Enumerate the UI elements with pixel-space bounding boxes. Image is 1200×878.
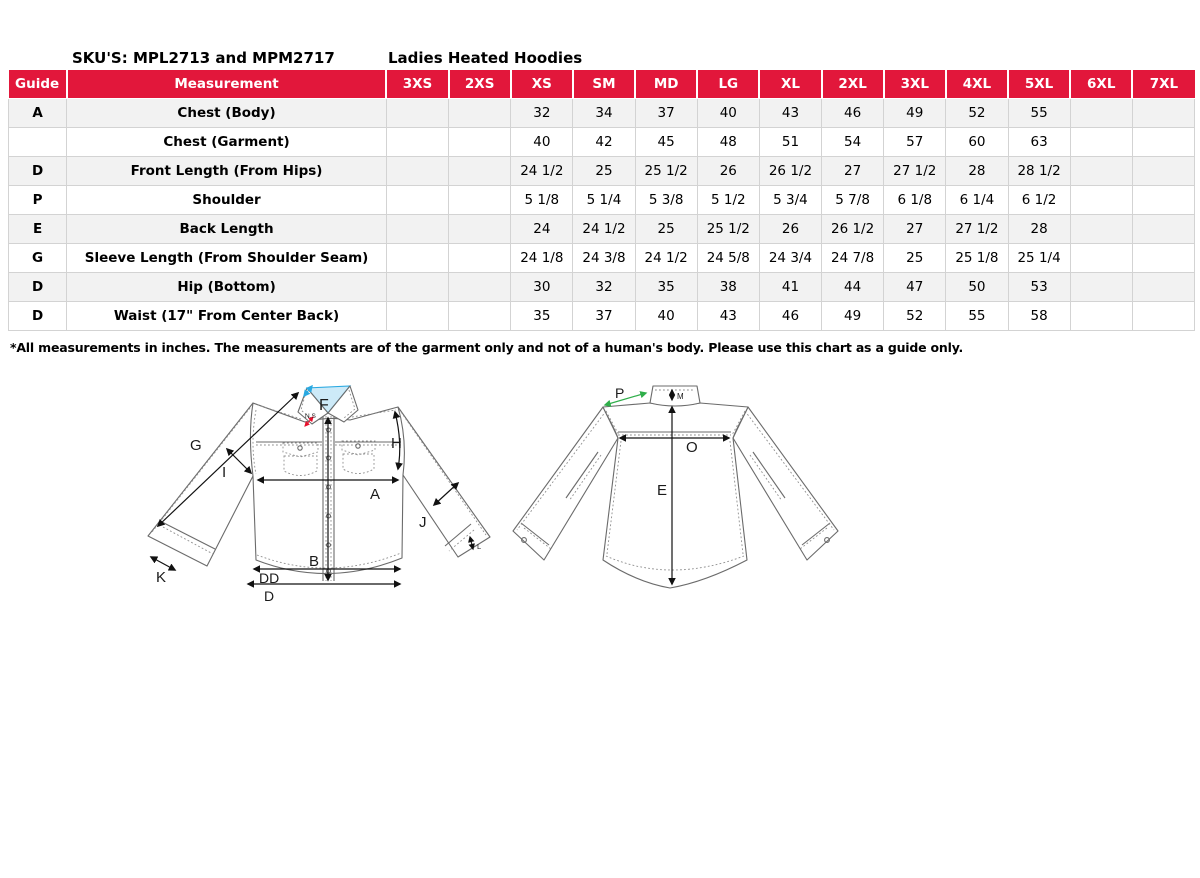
label-L: L [477, 542, 482, 551]
value-cell: 26 [697, 157, 759, 186]
label-P: P [615, 385, 625, 401]
header-cell: 7XL [1132, 70, 1194, 99]
value-cell: 24 [511, 215, 573, 244]
measurement-cell: Shoulder [67, 186, 387, 215]
value-cell: 47 [884, 273, 946, 302]
value-cell: 26 1/2 [759, 157, 821, 186]
value-cell: 60 [946, 128, 1008, 157]
value-cell: 63 [1008, 128, 1070, 157]
label-J: J [419, 514, 427, 531]
value-cell [1132, 244, 1194, 273]
value-cell: 45 [635, 128, 697, 157]
value-cell [449, 302, 511, 331]
size-chart-header-row [9, 70, 1195, 99]
value-cell: 40 [635, 302, 697, 331]
shoulder-arrow-P [605, 393, 646, 405]
value-cell: 5 7/8 [822, 186, 884, 215]
table-row [9, 273, 1195, 302]
guide-cell: P [9, 186, 67, 215]
measurement-cell: Sleeve Length (From Shoulder Seam) [67, 244, 387, 273]
value-cell: 43 [697, 302, 759, 331]
front-right-sleeve [398, 407, 490, 557]
value-cell: 35 [635, 273, 697, 302]
label-I: I [222, 464, 227, 481]
value-cell: 37 [635, 99, 697, 128]
value-cell: 49 [822, 302, 884, 331]
value-cell: 44 [822, 273, 884, 302]
value-cell: 5 1/2 [697, 186, 759, 215]
value-cell: 51 [759, 128, 821, 157]
value-cell [1132, 186, 1194, 215]
value-cell: 5 1/4 [573, 186, 635, 215]
header-cell: 3XL [884, 70, 946, 99]
header-cell: Guide [9, 70, 67, 99]
value-cell: 25 [573, 157, 635, 186]
header-cell: Measurement [67, 70, 387, 99]
value-cell: 52 [884, 302, 946, 331]
value-cell: 35 [511, 302, 573, 331]
value-cell: 32 [573, 273, 635, 302]
value-cell: 25 1/8 [946, 244, 1008, 273]
header-cell: 2XL [822, 70, 884, 99]
value-cell: 25 [884, 244, 946, 273]
value-cell [386, 215, 448, 244]
measurement-cell: Hip (Bottom) [67, 273, 387, 302]
value-cell [386, 302, 448, 331]
value-cell: 41 [759, 273, 821, 302]
table-row [9, 302, 1195, 331]
header-cell: MD [635, 70, 697, 99]
value-cell: 24 5/8 [697, 244, 759, 273]
value-cell: 28 1/2 [1008, 157, 1070, 186]
value-cell: 25 1/2 [697, 215, 759, 244]
guide-cell: D [9, 302, 67, 331]
value-cell [449, 157, 511, 186]
guide-cell: D [9, 273, 67, 302]
value-cell [1132, 128, 1194, 157]
value-cell [1070, 128, 1132, 157]
measurement-cell: Back Length [67, 215, 387, 244]
value-cell: 28 [1008, 215, 1070, 244]
label-DD: DD [259, 570, 280, 586]
value-cell: 50 [946, 273, 1008, 302]
value-cell: 40 [697, 99, 759, 128]
value-cell: 57 [884, 128, 946, 157]
back-right-sleeve [733, 407, 838, 560]
value-cell: 24 1/2 [573, 215, 635, 244]
front-view-drawing [148, 386, 490, 604]
value-cell [1070, 99, 1132, 128]
value-cell: 27 [884, 215, 946, 244]
label-A: A [370, 486, 381, 503]
header-cell: XL [759, 70, 821, 99]
value-cell: 27 [822, 157, 884, 186]
value-cell [386, 99, 448, 128]
value-cell: 24 1/8 [511, 244, 573, 273]
table-row [9, 157, 1195, 186]
value-cell: 55 [1008, 99, 1070, 128]
guide-cell: E [9, 215, 67, 244]
header-cell: 4XL [946, 70, 1008, 99]
value-cell: 5 1/8 [511, 186, 573, 215]
label-G: G [190, 437, 202, 454]
value-cell: 26 1/2 [822, 215, 884, 244]
value-cell [449, 244, 511, 273]
size-chart-table [8, 70, 1195, 331]
value-cell: 46 [822, 99, 884, 128]
label-E: E [657, 482, 668, 499]
value-cell [1132, 302, 1194, 331]
header-cell: 3XS [386, 70, 448, 99]
value-cell [1132, 157, 1194, 186]
value-cell: 24 3/8 [573, 244, 635, 273]
value-cell: 6 1/4 [946, 186, 1008, 215]
label-B: B [309, 553, 320, 570]
value-cell [1132, 273, 1194, 302]
back-left-sleeve [513, 407, 618, 560]
value-cell [449, 273, 511, 302]
value-cell: 27 1/2 [884, 157, 946, 186]
value-cell: 6 1/8 [884, 186, 946, 215]
label-M: M [677, 392, 684, 401]
value-cell: 46 [759, 302, 821, 331]
measurement-footnote: *All measurements in inches. The measurements are of the garment only and not of a human's body. Please use this chart as a guide only. [10, 340, 964, 355]
value-cell [1070, 244, 1132, 273]
title-bar [0, 49, 1200, 69]
value-cell [449, 215, 511, 244]
measurement-cell: Chest (Body) [67, 99, 387, 128]
value-cell [386, 273, 448, 302]
value-cell: 40 [511, 128, 573, 157]
value-cell [386, 244, 448, 273]
value-cell: 26 [759, 215, 821, 244]
back-view-drawing [513, 385, 838, 588]
value-cell: 34 [573, 99, 635, 128]
guide-cell: A [9, 99, 67, 128]
product-title: Ladies Heated Hoodies [388, 49, 583, 67]
value-cell [1070, 186, 1132, 215]
value-cell: 38 [697, 273, 759, 302]
label-NS: N.S [305, 413, 316, 420]
value-cell: 25 1/4 [1008, 244, 1070, 273]
guide-cell: D [9, 157, 67, 186]
measurement-cell: Chest (Garment) [67, 128, 387, 157]
value-cell: 25 1/2 [635, 157, 697, 186]
back-body [603, 403, 748, 588]
header-cell: SM [573, 70, 635, 99]
table-row [9, 215, 1195, 244]
value-cell: 24 3/4 [759, 244, 821, 273]
value-cell: 24 1/2 [511, 157, 573, 186]
value-cell [1070, 273, 1132, 302]
value-cell [449, 186, 511, 215]
value-cell [1132, 215, 1194, 244]
value-cell [1070, 302, 1132, 331]
value-cell: 49 [884, 99, 946, 128]
label-D: D [264, 588, 275, 604]
value-cell: 53 [1008, 273, 1070, 302]
value-cell: 48 [697, 128, 759, 157]
value-cell: 28 [946, 157, 1008, 186]
header-cell: 5XL [1008, 70, 1070, 99]
garment-measurement-diagram [0, 360, 1200, 678]
label-K: K [156, 569, 167, 586]
value-cell: 43 [759, 99, 821, 128]
label-F: F [319, 397, 329, 414]
value-cell: 24 1/2 [635, 244, 697, 273]
sku-title: SKU'S: MPL2713 and MPM2717 [72, 49, 335, 67]
label-O: O [686, 439, 698, 456]
value-cell [449, 128, 511, 157]
value-cell [386, 157, 448, 186]
value-cell: 32 [511, 99, 573, 128]
value-cell [386, 128, 448, 157]
back-collar [650, 386, 700, 406]
value-cell [449, 99, 511, 128]
table-row [9, 244, 1195, 273]
value-cell: 55 [946, 302, 1008, 331]
value-cell [1070, 157, 1132, 186]
value-cell: 25 [635, 215, 697, 244]
label-H: H [391, 435, 402, 452]
measurement-cell: Front Length (From Hips) [67, 157, 387, 186]
size-chart-body [9, 99, 1195, 331]
value-cell [1070, 215, 1132, 244]
value-cell: 5 3/8 [635, 186, 697, 215]
value-cell: 30 [511, 273, 573, 302]
value-cell: 27 1/2 [946, 215, 1008, 244]
value-cell: 54 [822, 128, 884, 157]
guide-cell: G [9, 244, 67, 273]
header-cell: XS [511, 70, 573, 99]
value-cell [386, 186, 448, 215]
guide-cell [9, 128, 67, 157]
measurement-cell: Waist (17" From Center Back) [67, 302, 387, 331]
table-row [9, 186, 1195, 215]
value-cell: 37 [573, 302, 635, 331]
value-cell: 5 3/4 [759, 186, 821, 215]
header-cell: LG [697, 70, 759, 99]
value-cell: 24 7/8 [822, 244, 884, 273]
table-row [9, 128, 1195, 157]
value-cell: 58 [1008, 302, 1070, 331]
header-cell: 2XS [449, 70, 511, 99]
header-cell: 6XL [1070, 70, 1132, 99]
value-cell [1132, 99, 1194, 128]
value-cell: 42 [573, 128, 635, 157]
value-cell: 52 [946, 99, 1008, 128]
table-row [9, 99, 1195, 128]
value-cell: 6 1/2 [1008, 186, 1070, 215]
